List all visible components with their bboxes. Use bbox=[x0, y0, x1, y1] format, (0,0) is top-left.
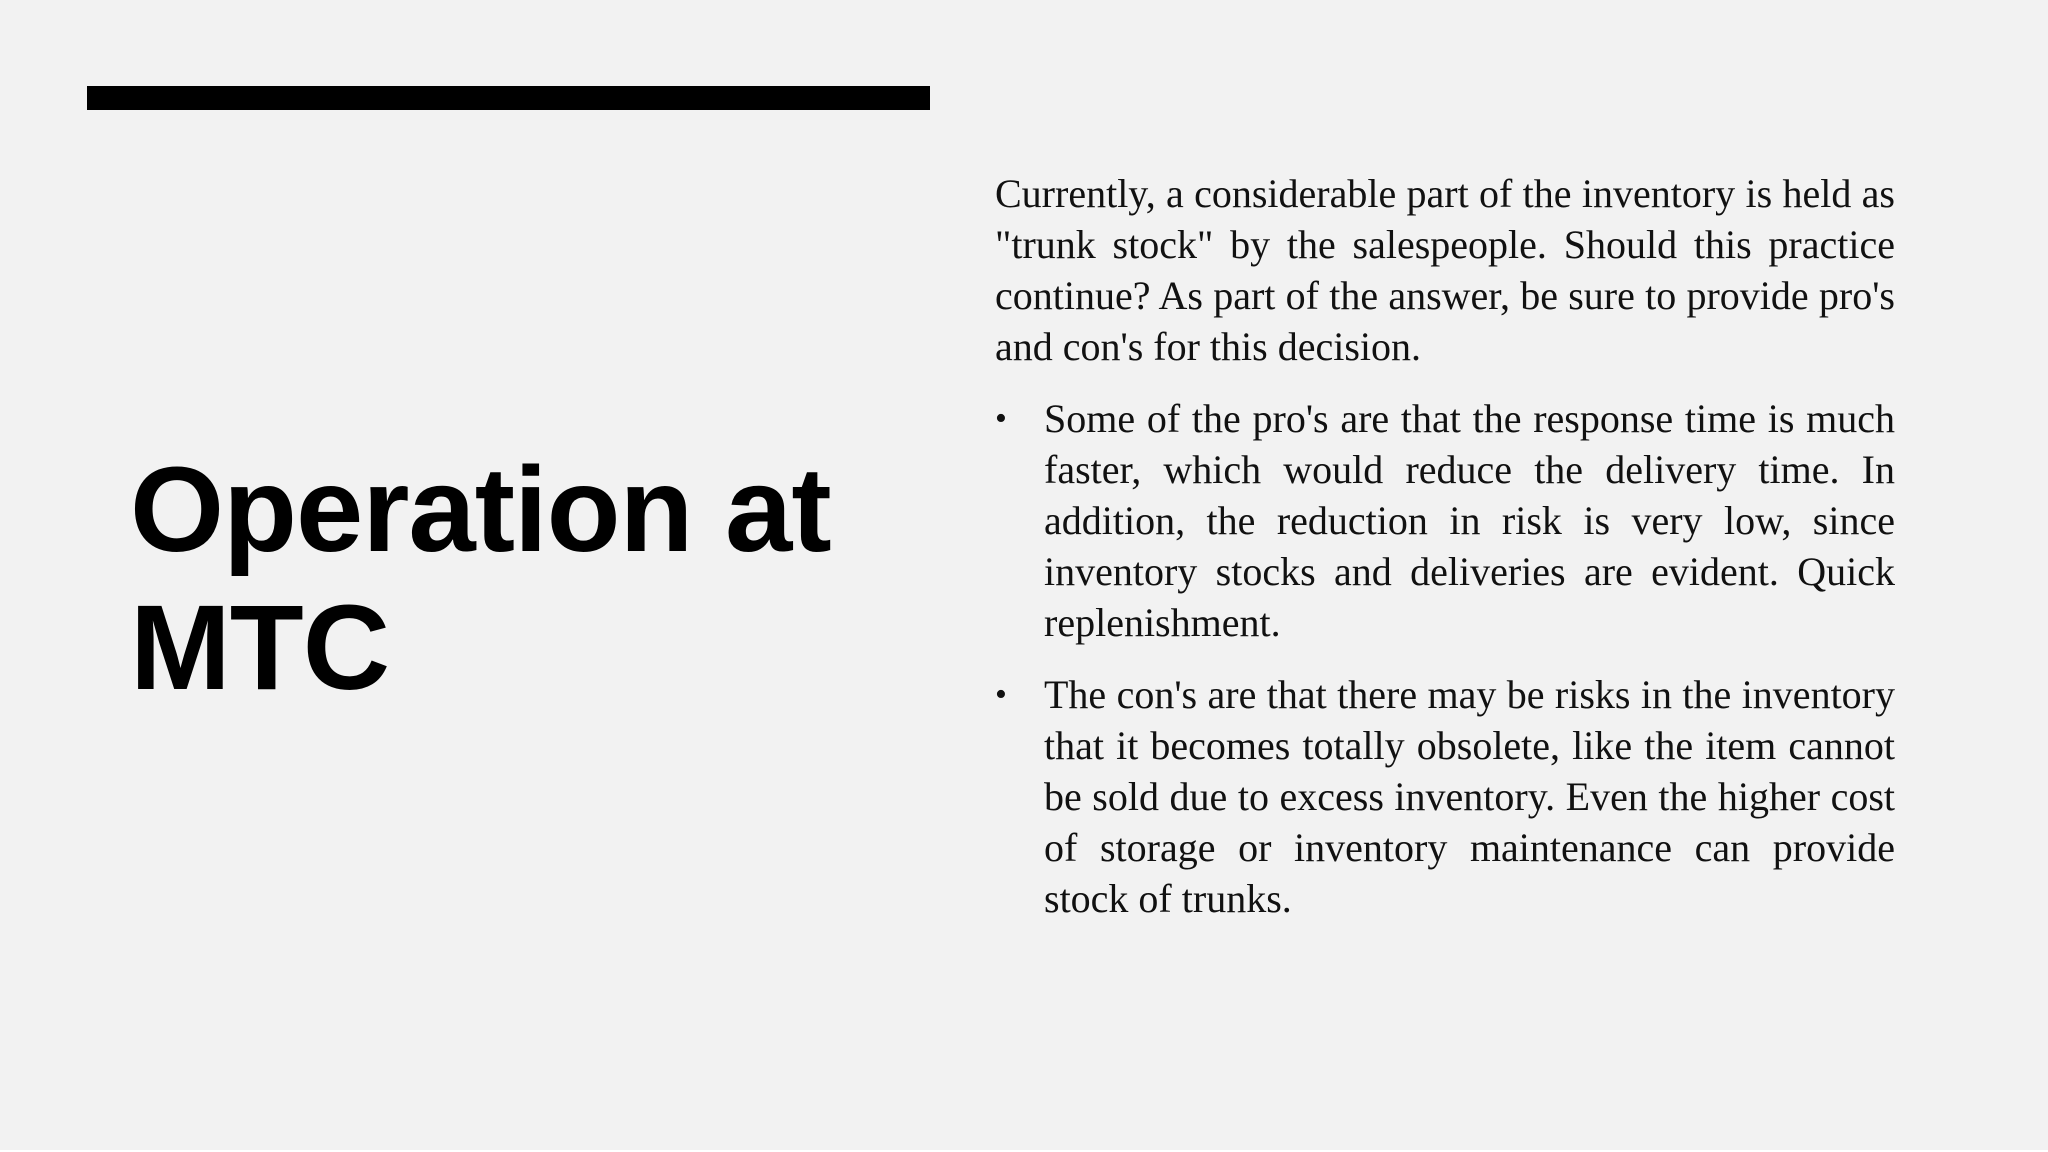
slide-body bbox=[995, 168, 1895, 945]
bullet-text-cons: The con's are that there may be risks in the inventory that it becomes totally obsolete, like the item cannot be sold due to excess inventory. Even the higher cost of storage or inventory maintenance can provide stock of trunks. bbox=[1044, 672, 1895, 921]
accent-bar bbox=[87, 86, 930, 110]
bullet-icon: • bbox=[995, 400, 1007, 437]
slide-title bbox=[130, 440, 890, 716]
bullet-icon: • bbox=[995, 676, 1007, 713]
title-line-1: Operation at bbox=[130, 441, 831, 577]
bullet-text-pros: Some of the pro's are that the response time is much faster, which would reduce the delivery time. In addition, the reduction in risk is very low, since inventory stocks and deliveries are evident. Quick replenishment. bbox=[1044, 396, 1895, 645]
bullet-list bbox=[995, 393, 1895, 924]
bullet-item-cons bbox=[995, 669, 1895, 924]
intro-paragraph: Currently, a considerable part of the inventory is held as "trunk stock" by the salespeople. Should this practice continue? As part of the answer, be sure to provide pro's and con's for this decision. bbox=[995, 171, 1895, 369]
bullet-item-pros bbox=[995, 393, 1895, 648]
title-line-2: MTC bbox=[130, 579, 390, 715]
